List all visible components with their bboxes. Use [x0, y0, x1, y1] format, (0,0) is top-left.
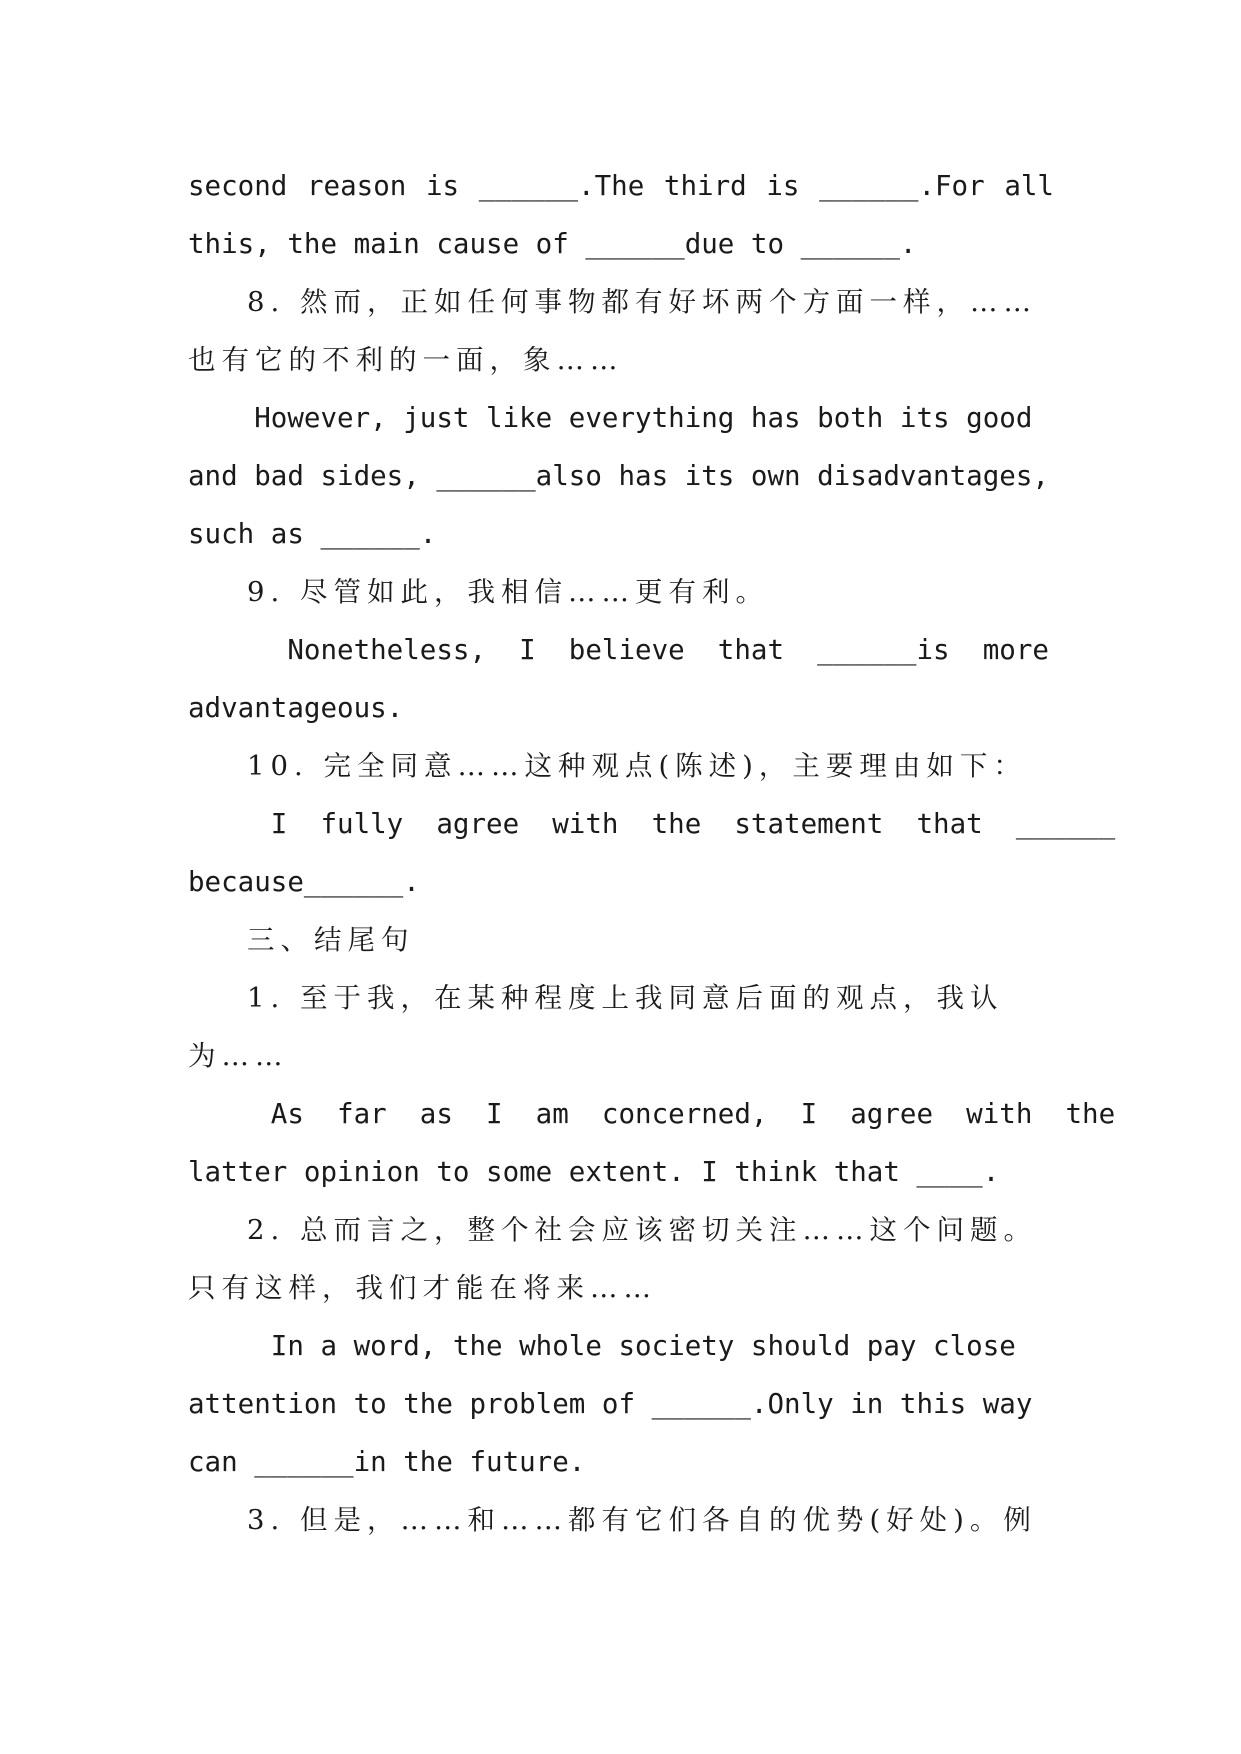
- text-line: 只有这样，我们才能在将来……: [188, 1272, 657, 1304]
- text-line: this, the main cause of ______due to ______.: [188, 228, 917, 260]
- text-line: advantageous.: [188, 692, 404, 724]
- text-line: can ______in the future.: [188, 1446, 586, 1478]
- text-line: In a word, the whole society should pay close: [188, 1330, 1016, 1362]
- text-line: 也有它的不利的一面，象……: [188, 344, 624, 376]
- text-line: Nonetheless, I believe that ______is more: [188, 634, 1049, 666]
- text-line: However, just like everything has both its good: [188, 402, 1033, 434]
- text-line: latter opinion to some extent. I think that ____.: [188, 1156, 1000, 1188]
- text-line: I fully agree with the statement that ______: [188, 808, 1116, 840]
- text-line: 9. 尽管如此，我相信……更有利。: [188, 576, 769, 608]
- text-line: such as ______.: [188, 518, 437, 550]
- text-line: 1. 至于我，在某种程度上我同意后面的观点，我认: [188, 982, 1004, 1014]
- text-line: attention to the problem of ______.Only in this way: [188, 1388, 1033, 1420]
- text-line: 8. 然而，正如任何事物都有好坏两个方面一样，……: [188, 286, 1037, 318]
- text-line: second reason is ______.The third is ______.For all: [188, 170, 1054, 202]
- text-line: because______.: [188, 866, 420, 898]
- text-line: 10. 完全同意……这种观点(陈述)，主要理由如下：: [188, 750, 1027, 782]
- text-line: 3. 但是，……和……都有它们各自的优势(好处)。例: [188, 1504, 1037, 1536]
- section-heading: 三、结尾句: [188, 924, 415, 956]
- document-page: [188, 157, 1116, 1549]
- text-line: 为……: [188, 1040, 289, 1072]
- text-line: and bad sides, ______also has its own disadvantages,: [188, 460, 1049, 492]
- text-line: As far as I am concerned, I agree with the: [188, 1098, 1116, 1130]
- text-line: 2. 总而言之，整个社会应该密切关注……这个问题。: [188, 1214, 1037, 1246]
